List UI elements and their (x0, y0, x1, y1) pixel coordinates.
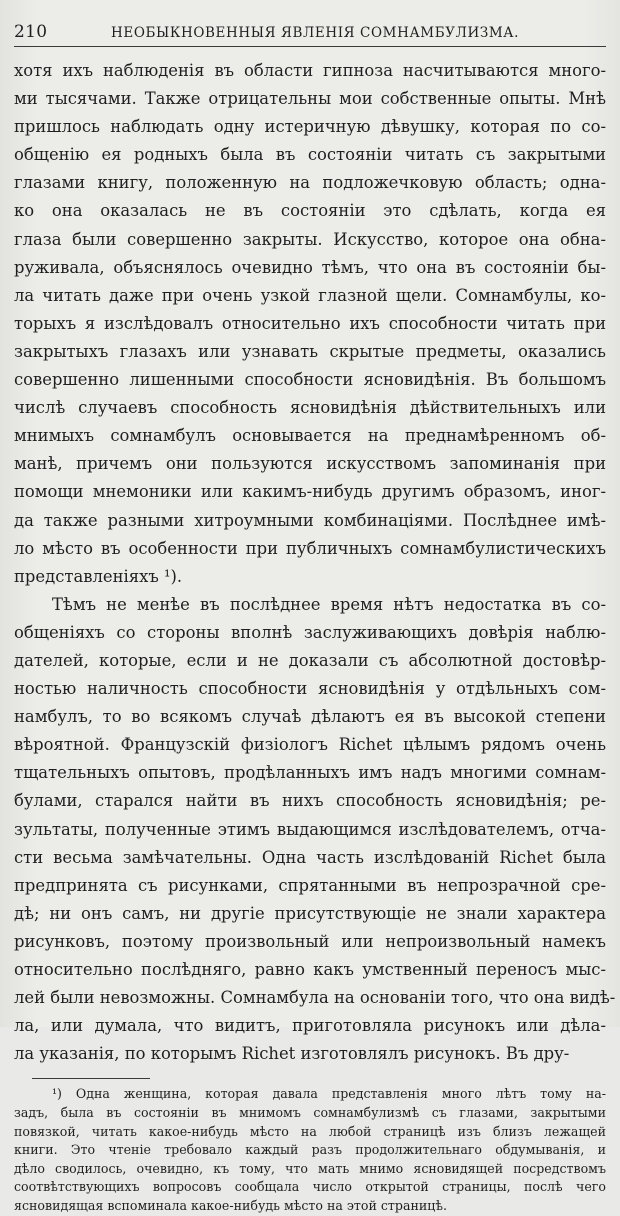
text-line: совершенно лишенными способности ясновидѣнія. Въ большомъ (14, 370, 606, 390)
text-line: общенію ея родныхъ была въ состояніи читать съ закрытыми (14, 145, 606, 165)
text-line: рисунковъ, поэтому произвольный или непроизвольный намекъ (14, 931, 606, 951)
text-line: дѣ; ни онъ самъ, ни другіе присутствующіе не знали характера (14, 903, 606, 923)
text-line: булами, старался найти въ нихъ способность ясновидѣнія; ре- (14, 791, 606, 811)
text-line: пришлось наблюдать одну истеричную дѣвушку, которая по со- (14, 117, 606, 137)
footnote-line: дѣло сводилось, очевидно, къ тому, что мать мнимо ясновидящей посредствомъ (14, 1160, 606, 1176)
running-title: НЕОБЫКНОВЕННЫЯ ЯВЛЕНІЯ СОМНАМБУЛИЗМА. (111, 25, 519, 41)
text-line: торыхъ я изслѣдовалъ относительно ихъ способности читать при (14, 313, 606, 333)
page-number: 210 (14, 22, 48, 42)
text-line: намбулъ, то во всякомъ случаѣ дѣлаютъ ея въ высокой степени (14, 707, 606, 727)
footnote (14, 1085, 606, 1215)
text-line: ло мѣсто въ особенности при публичныхъ сомнамбулистическихъ (14, 538, 606, 558)
text-line: Тѣмъ не менѣе въ послѣднее время нѣтъ недостатка въ со- (52, 594, 606, 614)
text-line: предпринята съ рисунками, спрятанными въ непрозрачной сре- (14, 875, 606, 895)
text-line: ми тысячами. Также отрицательны мои собственные опыты. Мнѣ (14, 89, 606, 109)
footnote-line: повязкой, читать какое-нибудь мѣсто на любой страницѣ изъ близъ лежащей (14, 1123, 606, 1139)
footnote-line: соотвѣтствующихъ вопросовъ сообщала число открытой страницы, послѣ чего (14, 1179, 606, 1195)
body-paragraph-1 (14, 57, 606, 591)
text-line: руживала, объяснялось очевидно тѣмъ, что она въ состояніи бы- (14, 257, 606, 277)
text-line: ко она оказалась не въ состояніи это сдѣлать, когда ея (14, 201, 606, 221)
text-line: хотя ихъ наблюденія въ области гипноза насчитываются много- (14, 61, 606, 80)
text-line: ла, или думала, что видитъ, приготовляла рисунокъ или дѣла- (14, 1016, 606, 1036)
text-line: ла читать даже при очень узкой глазной щели. Сомнамбулы, ко- (14, 285, 606, 305)
footnote-line: ясновидящая вспоминала какое-нибудь мѣсто на этой страницѣ. (14, 1197, 447, 1213)
text-line: ла указанія, по которымъ Richet изготовлялъ рисунокъ. Въ дру- (14, 1044, 570, 1064)
footnote-line: ¹) Одна женщина, которая давала представленія много лѣтъ тому на- (52, 1086, 606, 1102)
text-line: да также разными хитроумными комбинаціями. Послѣднее имѣ- (14, 510, 606, 530)
text-line: глазами книгу, положенную на подложечковую область; одна- (14, 173, 606, 193)
text-line: представленіяхъ ¹). (14, 566, 183, 586)
footnote-line: задъ, была въ состояніи въ мнимомъ сомнамбулизмѣ съ глазами, закрытыми (14, 1104, 606, 1120)
text-line: дателей, которые, если и не доказали съ абсолютной достовѣр- (14, 650, 606, 670)
page-header (14, 22, 606, 47)
body-paragraph-2 (14, 591, 616, 1069)
text-line: числѣ случаевъ способность ясновидѣнія дѣйствительныхъ или (14, 398, 606, 418)
text-line: глаза были совершенно закрыты. Искусство, которое она обна- (14, 229, 606, 249)
footnote-divider (32, 1078, 150, 1079)
text-line: относительно послѣдняго, равно какъ умственный переносъ мыс- (14, 960, 606, 979)
text-line: общеніяхъ со стороны вполнѣ заслуживающихъ довѣрія наблю- (14, 622, 606, 642)
text-line: помощи мнемоники или какимъ-нибудь другимъ образомъ, иног- (14, 482, 606, 502)
text-line: мнимыхъ сомнамбулъ основывается на преднамѣренномъ об- (14, 426, 606, 446)
text-line: закрытыхъ глазахъ или узнавать скрытые предметы, оказались (14, 341, 606, 361)
text-line: сти весьма замѣчательны. Одна часть изслѣдованій Richet была (14, 847, 606, 867)
text-line: тщательныхъ опытовъ, продѣланныхъ имъ надъ многими сомнам- (14, 763, 606, 783)
text-line: манѣ, причемъ они пользуются искусствомъ запоминанія при (14, 454, 606, 474)
text-line: зультаты, полученные этимъ выдающимся изслѣдователемъ, отча- (14, 819, 606, 839)
text-line: вѣроятной. Французскій физіологъ Richet цѣлымъ рядомъ очень (14, 735, 606, 755)
footnote-line: книги. Это чтеніе требовало каждый разъ продолжительнаго обдумыванія, и (14, 1142, 606, 1158)
text-line: лей были невозможны. Сомнамбула на основаніи того, что она видѣ- (14, 988, 616, 1008)
text-line: ностью наличность способности ясновидѣнія у отдѣльныхъ сом- (14, 679, 606, 699)
